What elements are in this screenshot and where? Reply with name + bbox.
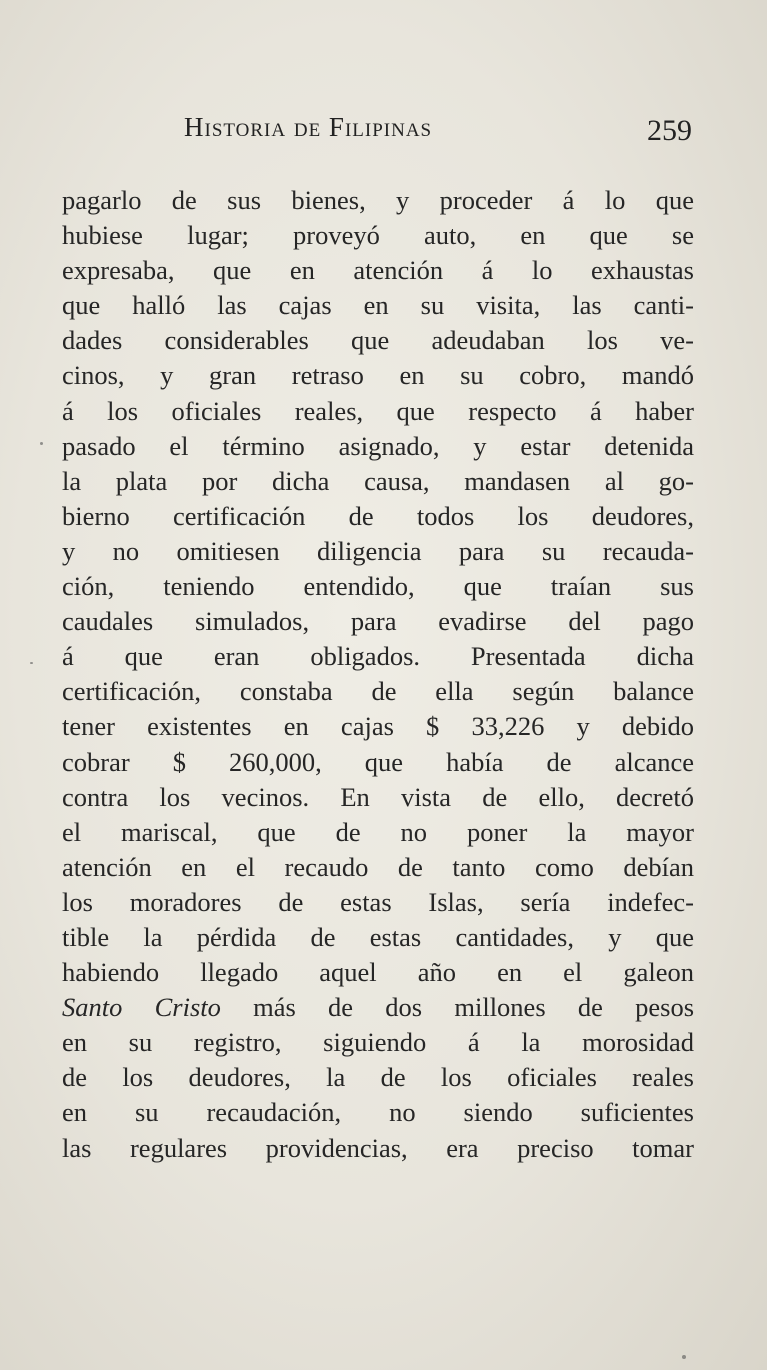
text-line: en su registro, siguiendo á la morosidad — [62, 1027, 694, 1058]
text-line: tener existentes en cajas $ 33,226 y debido — [62, 711, 694, 742]
text-line-italic-start — [62, 990, 694, 1025]
text-line: tible la pérdida de estas cantidades, y que — [62, 921, 694, 952]
paper-speck — [30, 662, 33, 664]
text-line: los moradores de estas Islas, sería indefec- — [62, 886, 694, 917]
text-line: pasado el término asignado, y estar detenida — [62, 430, 694, 461]
text-line: caudales simulados, para evadirse del pago — [62, 606, 694, 637]
text-line: el mariscal, que de no poner la mayor — [62, 816, 694, 847]
text-line: habiendo llegado aquel año en el galeon — [62, 957, 694, 988]
text-line: á que eran obligados. Presentada dicha — [62, 641, 694, 672]
paper-speck — [682, 1355, 686, 1359]
text-line: certificación, constaba de ella según balance — [62, 676, 694, 707]
text-line: de los deudores, la de los oficiales reales — [62, 1062, 694, 1093]
page-number: 259 — [647, 114, 692, 147]
text-line: dades considerables que adeudaban los ve- — [62, 325, 694, 356]
text-line: ción, teniendo entendido, que traían sus — [62, 571, 694, 602]
text-line: á los oficiales reales, que respecto á haber — [62, 395, 694, 426]
running-title: Historia de Filipinas — [184, 112, 433, 142]
text-line: que halló las cajas en su visita, las canti- — [62, 290, 694, 321]
text-line: la plata por dicha causa, mandasen al go- — [62, 465, 694, 496]
text-line: contra los vecinos. En vista de ello, decretó — [62, 781, 694, 812]
page-header — [62, 104, 692, 154]
text-line: atención en el recaudo de tanto como debían — [62, 851, 694, 882]
text-line: bierno certificación de todos los deudores, — [62, 500, 694, 531]
text-line: y no omitiesen diligencia para su recauda- — [62, 535, 694, 566]
paper-speck — [40, 442, 43, 445]
line-remainder: más de dos millones de pesos — [220, 992, 694, 1023]
text-line: cinos, y gran retraso en su cobro, mandó — [62, 360, 694, 391]
text-line: las regulares providencias, era preciso tomar — [62, 1132, 694, 1163]
text-line: cobrar $ 260,000, que había de alcance — [62, 746, 694, 777]
text-line: expresaba, que en atención á lo exhaustas — [62, 255, 694, 286]
text-line: pagarlo de sus bienes, y proceder á lo que — [62, 185, 694, 215]
body-text — [62, 183, 694, 1166]
text-line: hubiese lugar; proveyó auto, en que se — [62, 220, 694, 251]
text-line: en su recaudación, no siendo suficientes — [62, 1097, 694, 1128]
italic-ship-name: Santo Cristo — [62, 992, 221, 1023]
